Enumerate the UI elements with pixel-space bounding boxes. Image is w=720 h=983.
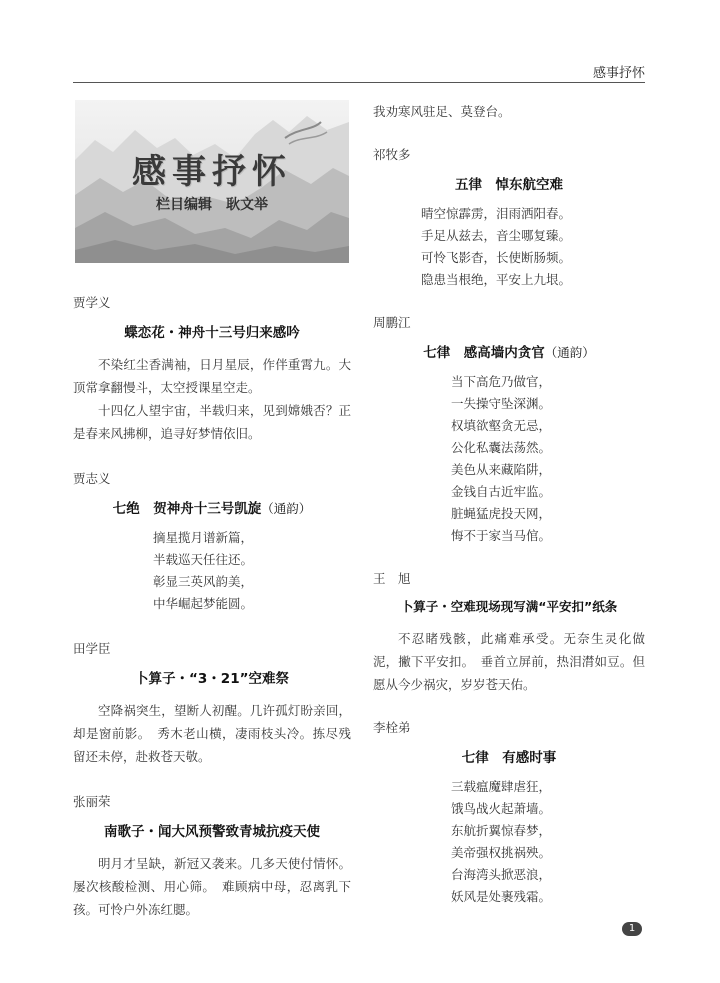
poem-author: 贾学义 (73, 295, 111, 310)
poem-title-text: 七绝 贺神舟十三号凯旋 (112, 501, 262, 517)
poem-title (373, 746, 645, 766)
poem-paragraph: 不染红尘香满袖，日月星辰，作伴重霄九。大顶常拿翻慢斗，太空授课星空走。 (73, 357, 351, 395)
section-header-title: 感事抒怀 (592, 66, 645, 81)
poem-title (373, 597, 645, 615)
verse-line: 美色从来藏陷阱， (451, 462, 552, 477)
verse-line: 悔不于家当马倌。 (451, 528, 552, 543)
poem-continuation (373, 100, 645, 123)
verse-line: 摘星揽月谱新篇， (153, 530, 254, 545)
poem-verse (373, 371, 645, 547)
poem-paragraph: 空降祸突生，望断人初醒。几许孤灯盼亲回，却是窗前影。 秀木老山横，凄雨枝头冷。拣尽残留还未停，赴救苍天敬。 (73, 703, 351, 764)
poem-title (73, 497, 351, 517)
poem-author: 祁牧多 (373, 147, 411, 162)
poem-author: 王 旭 (373, 571, 411, 586)
verse-line: 半载巡天任往还。 (153, 552, 254, 567)
poem-title-text: 卜算子・“3・21”空难祭 (135, 671, 289, 687)
poem-author: 李栓弟 (373, 720, 411, 735)
poem-title (73, 667, 351, 687)
poem-body (73, 852, 351, 921)
poem-verse (373, 203, 645, 291)
poem-continuation-line: 我劝寒风驻足、莫登台。 (373, 104, 511, 119)
page-number: 1 (622, 922, 642, 936)
poem-title (373, 173, 645, 193)
verse-line: 金钱自古近牢监。 (451, 484, 552, 499)
verse-line: 脏蝇猛虎投天网， (451, 506, 552, 521)
poem-title-text: 七律 有感时事 (461, 750, 557, 766)
poem-author: 周鹏江 (373, 315, 411, 330)
verse-line: 彰显三英风韵美， (153, 574, 254, 589)
right-column (373, 100, 645, 908)
poem-author: 张丽荣 (73, 794, 111, 809)
banner-editor: 栏目编辑 耿文举 (156, 197, 268, 213)
verse-line: 三载瘟魔肆虐狂， (451, 779, 552, 794)
poem-title-text: 七律 感高墙内贪官 (423, 345, 545, 361)
poem-body (73, 353, 351, 445)
banner-title: 感事抒怀 (132, 152, 292, 192)
verse-line: 可怜飞影杳，长使断肠频。 (421, 250, 572, 265)
verse-line: 东航折翼惊春梦， (451, 823, 552, 838)
header-rule (73, 82, 645, 83)
poem-paragraph: 十四亿人望宇宙，半载归来，见到嫦娥否？正是春来风拂柳，追寻好梦情依旧。 (73, 403, 351, 441)
poem-title (373, 341, 645, 361)
poem-title-note: （通韵） (544, 345, 595, 360)
poem-paragraph: 不忍睹残骸，此痛难承受。无奈生灵化做泥，撇下平安扣。 垂首立屏前，热泪潸如豆。但愿从今少祸灾，岁岁苍天佑。 (373, 631, 645, 692)
column-banner (75, 100, 349, 263)
verse-line: 妖风是处裹残霜。 (451, 889, 552, 904)
left-column (73, 100, 351, 921)
poem-title (73, 820, 351, 840)
verse-line: 公化私囊法荡然。 (451, 440, 552, 455)
poem-verse (73, 527, 351, 615)
verse-line: 一失操守坠深渊。 (451, 396, 552, 411)
poem-author: 贾志义 (73, 471, 111, 486)
poem-title-text: 蝶恋花・神舟十三号归来感吟 (124, 325, 300, 341)
poem-verse (373, 776, 645, 908)
poem-body (373, 627, 645, 696)
poem-title (73, 321, 351, 341)
verse-line: 美帝强权挑祸殃。 (451, 845, 552, 860)
verse-line: 隐患当根绝，平安上九垠。 (421, 272, 572, 287)
verse-line: 手足从兹去，音尘哪复臻。 (421, 228, 572, 243)
poem-title-text: 南歌子・闻大风预警致青城抗疫天使 (104, 824, 320, 840)
verse-line: 当下高危乃做官， (451, 374, 552, 389)
poem-title-text: 卜算子・空难现场现写满“平安扣”纸条 (400, 599, 618, 614)
poem-author: 田学臣 (73, 641, 111, 656)
verse-line: 台海湾头掀恶浪， (451, 867, 552, 882)
verse-line: 中华崛起梦能圆。 (153, 596, 254, 611)
verse-line: 饿鸟战火起萧墙。 (451, 801, 552, 816)
verse-line: 晴空惊霹雳，泪雨洒阳春。 (421, 206, 572, 221)
poem-title-note: （通韵） (261, 501, 312, 516)
poem-title-text: 五律 悼东航空难 (455, 177, 563, 193)
poem-paragraph: 明月才呈缺，新冠又袭来。几多天使付情怀。屡次核酸检测、用心筛。 难顾病中母，忍离乳下孩。可怜户外冻红腮。 (73, 856, 351, 917)
poem-body (73, 699, 351, 768)
verse-line: 权填欲壑贪无忌， (451, 418, 552, 433)
